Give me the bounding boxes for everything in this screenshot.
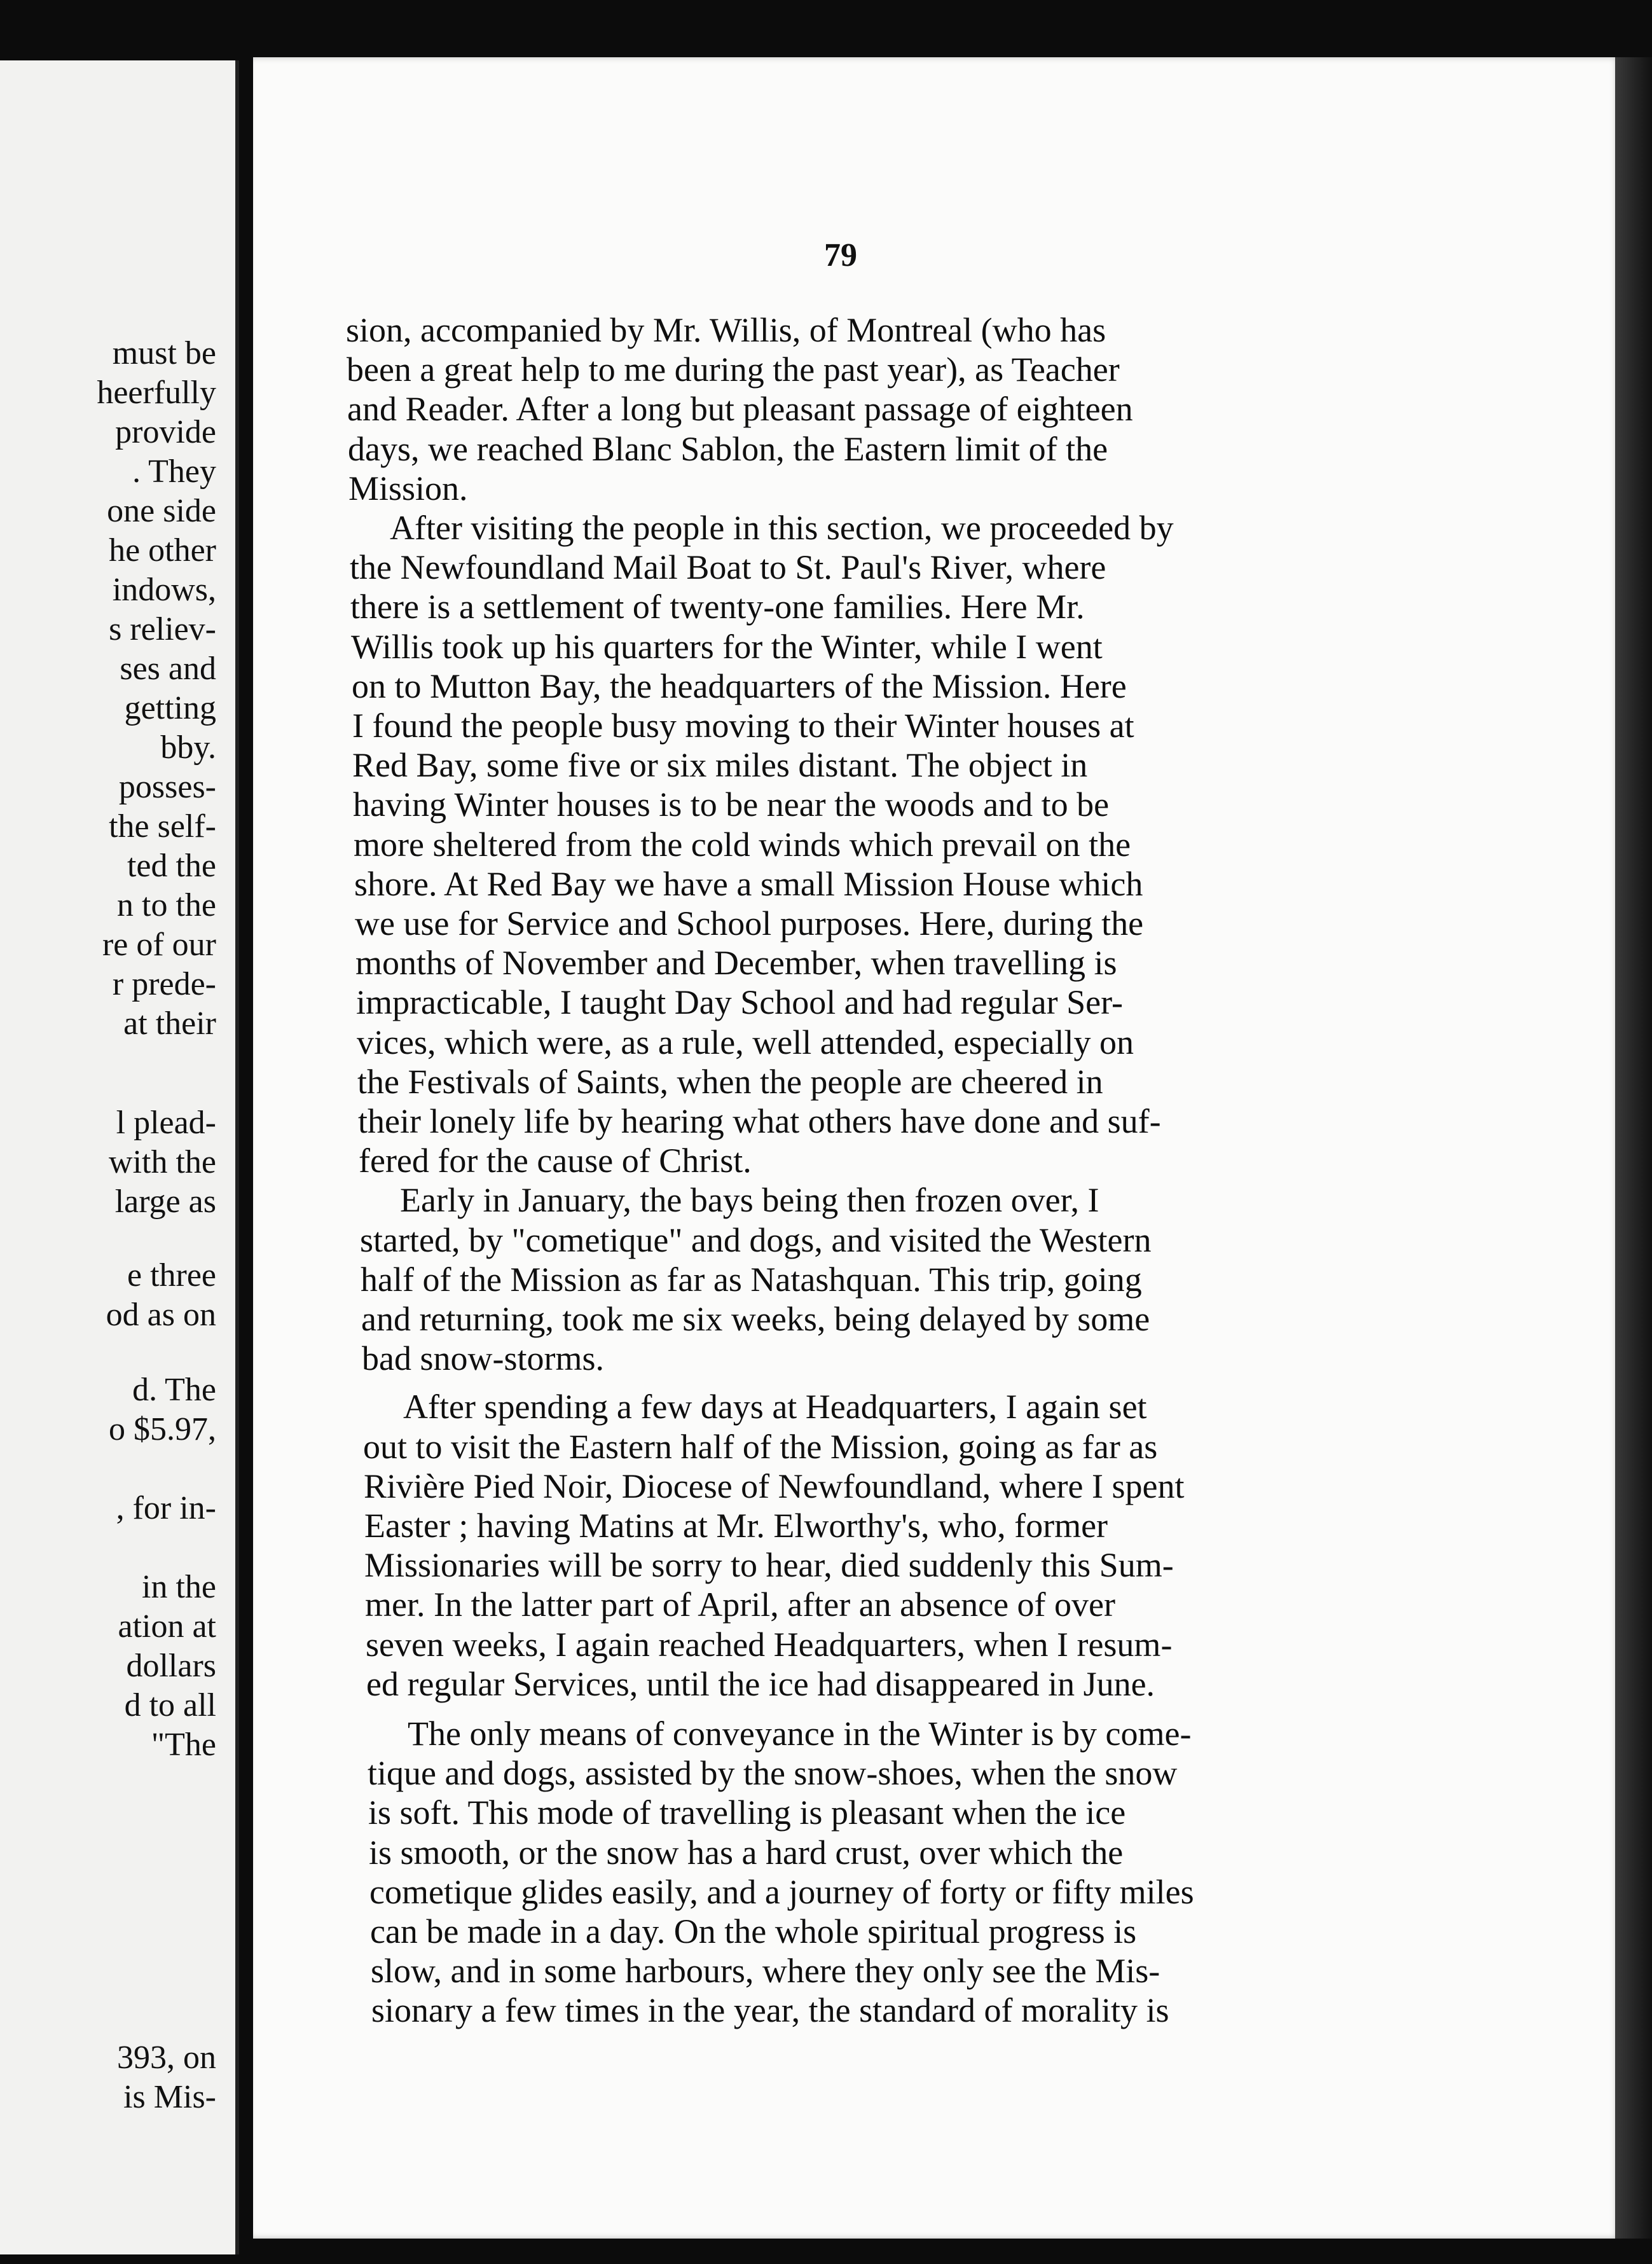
text-line: Willis took up his quarters for the Winter, while I went xyxy=(351,628,1103,666)
text-line: Rivière Pied Noir, Diocese of Newfoundland, where I spent xyxy=(364,1467,1185,1505)
text-line: out to visit the Eastern half of the Mission, going as far as xyxy=(363,1428,1158,1466)
left-fragment: . They xyxy=(132,453,216,490)
page-number: 79 xyxy=(824,237,857,273)
text-line: Mission. xyxy=(348,469,468,507)
left-fragment: n to the xyxy=(117,887,216,923)
left-fragment: ted the xyxy=(127,848,216,884)
text-line: started, by "cometique" and dogs, and visited the Western xyxy=(360,1221,1152,1259)
left-fragment: large as xyxy=(114,1184,216,1220)
left-fragment: ation at xyxy=(118,1608,216,1645)
page-edge xyxy=(1615,57,1652,2239)
text-line: having Winter houses is to be near the woods and to be xyxy=(353,785,1110,824)
left-fragment: with the xyxy=(109,1144,216,1180)
text-line: impracticable, I taught Day School and had regular Ser- xyxy=(356,983,1123,1021)
left-fragment: he other xyxy=(109,532,216,569)
text-line: I found the people busy moving to their Winter houses at xyxy=(352,707,1134,745)
text-line: the Newfoundland Mail Boat to St. Paul's River, where xyxy=(350,548,1106,586)
left-fragment: r prede- xyxy=(112,966,216,1002)
left-fragment: e three xyxy=(127,1257,216,1294)
left-page xyxy=(0,60,239,2254)
text-line: days, we reached Blanc Sablon, the Eastern limit of the xyxy=(348,430,1108,468)
text-line: ed regular Services, until the ice had disappeared in June. xyxy=(366,1665,1155,1703)
text-line: on to Mutton Bay, the headquarters of the Mission. Here xyxy=(352,667,1127,705)
text-line: Red Bay, some five or six miles distant. The object in xyxy=(352,746,1088,784)
text-line: there is a settlement of twenty-one families. Here Mr. xyxy=(350,588,1085,626)
text-line: seven weeks, I again reached Headquarters, when I resum- xyxy=(366,1626,1173,1664)
left-fragment: , for in- xyxy=(116,1490,216,1526)
text-line: Early in January, the bays being then frozen over, I xyxy=(400,1181,1099,1219)
left-fragment: l plead- xyxy=(116,1105,216,1141)
text-line: can be made in a day. On the whole spiritual progress is xyxy=(370,1912,1137,1950)
left-fragment: getting xyxy=(124,690,216,726)
left-fragment: must be xyxy=(112,335,216,371)
left-fragment: at their xyxy=(123,1005,216,1042)
text-line: more sheltered from the cold winds which prevail on the xyxy=(354,825,1131,864)
left-fragment: dollars xyxy=(126,1648,216,1684)
text-line: we use for Service and School purposes. Here, during the xyxy=(355,904,1144,942)
left-fragment: is Mis- xyxy=(123,2079,216,2115)
text-line: months of November and December, when travelling is xyxy=(355,944,1117,982)
left-fragment: od as on xyxy=(106,1297,216,1333)
left-fragment: heerfully xyxy=(97,375,216,411)
left-fragment: d. The xyxy=(132,1372,216,1408)
text-line: their lonely life by hearing what others have done and suf- xyxy=(358,1102,1161,1140)
text-line: the Festivals of Saints, when the people are cheered in xyxy=(357,1063,1103,1101)
text-line: is soft. This mode of travelling is pleasant when the ice xyxy=(368,1793,1126,1832)
left-fragment: in the xyxy=(142,1569,216,1605)
left-fragment: provide xyxy=(115,414,216,450)
text-line: and returning, took me six weeks, being delayed by some xyxy=(361,1300,1150,1338)
text-line: half of the Mission as far as Natashquan. This trip, going xyxy=(361,1260,1142,1299)
text-line: been a great help to me during the past year), as Teacher xyxy=(347,350,1120,389)
text-line: Easter ; having Matins at Mr. Elworthy's, who, former xyxy=(364,1507,1108,1545)
left-fragment: ses and xyxy=(120,651,216,687)
left-fragment: o $5.97, xyxy=(109,1411,216,1447)
text-line: and Reader. After a long but pleasant passage of eighteen xyxy=(347,390,1133,428)
text-line: slow, and in some harbours, where they only see the Mis- xyxy=(371,1952,1160,1990)
text-line: fered for the cause of Christ. xyxy=(359,1142,752,1180)
left-fragment: indows, xyxy=(112,572,216,608)
left-fragment: "The xyxy=(151,1727,216,1763)
text-line: After spending a few days at Headquarters, I again set xyxy=(403,1388,1147,1426)
text-line: Missionaries will be sorry to hear, died suddenly this Sum- xyxy=(364,1546,1174,1584)
text-line: tique and dogs, assisted by the snow-shoes, when the snow xyxy=(368,1754,1178,1792)
left-fragment: s reliev- xyxy=(109,611,216,647)
text-line: sion, accompanied by Mr. Willis, of Montreal (who has xyxy=(346,311,1106,349)
left-fragment: one side xyxy=(107,493,216,529)
text-line: cometique glides easily, and a journey of forty or fifty miles xyxy=(369,1873,1194,1911)
left-fragment: re of our xyxy=(102,927,216,963)
text-line: The only means of conveyance in the Winter is by come- xyxy=(408,1715,1192,1753)
left-fragment: 393, on xyxy=(117,2040,216,2076)
left-fragment: posses- xyxy=(118,769,216,805)
text-line: vices, which were, as a rule, well attended, especially on xyxy=(357,1023,1134,1061)
left-fragment: the self- xyxy=(109,808,216,845)
left-fragment: d to all xyxy=(124,1687,216,1723)
text-line: bad snow-storms. xyxy=(362,1339,604,1377)
text-line: sionary a few times in the year, the standard of morality is xyxy=(371,1991,1169,2029)
left-fragment: bby. xyxy=(160,729,216,766)
text-line: After visiting the people in this section, we proceeded by xyxy=(390,509,1174,547)
text-line: is smooth, or the snow has a hard crust, over which the xyxy=(369,1833,1124,1872)
text-line: mer. In the latter part of April, after an absence of over xyxy=(365,1585,1115,1624)
text-line: shore. At Red Bay we have a small Mission House which xyxy=(354,865,1143,903)
